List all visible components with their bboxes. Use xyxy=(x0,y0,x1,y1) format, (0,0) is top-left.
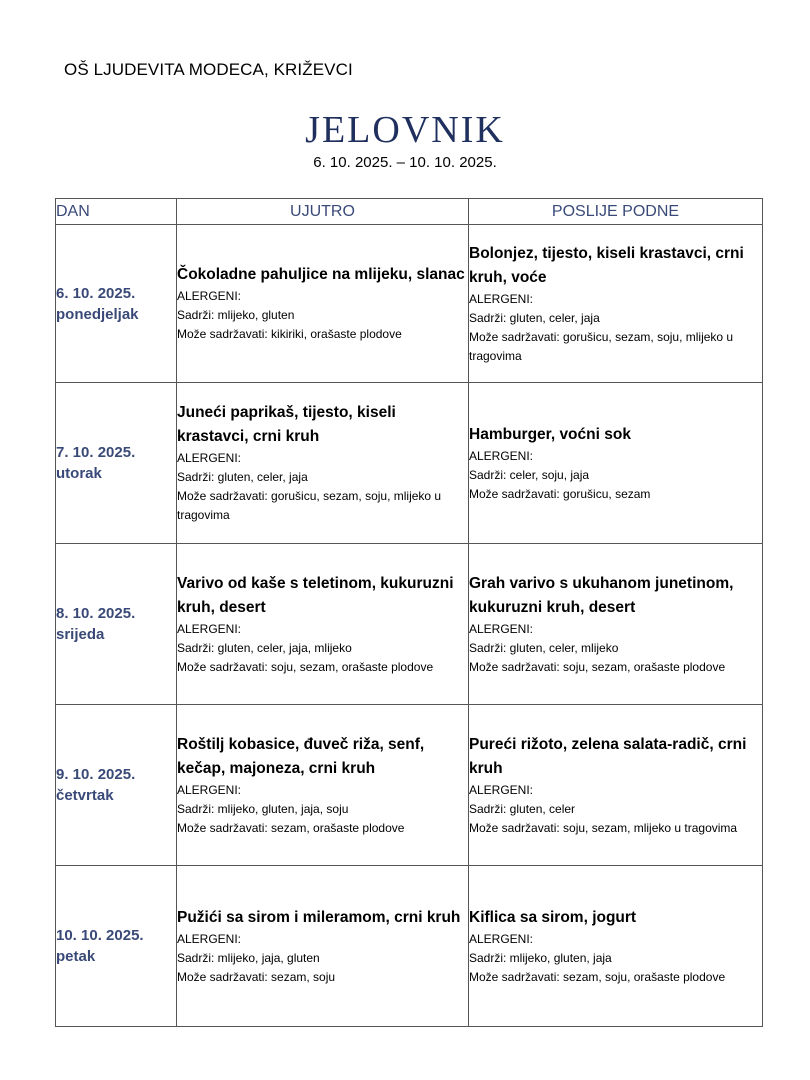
day-date: 10. 10. 2025. xyxy=(56,927,144,944)
day-name: utorak xyxy=(56,465,102,482)
dish-name: Pužići sa sirom i mileramom, crni kruh xyxy=(177,908,461,926)
allergens-may-contain: Može sadržavati: soju, sezam, orašaste plodove xyxy=(469,659,726,674)
allergens-contains: Sadrži: mlijeko, gluten, jaja xyxy=(469,950,612,965)
week-dates: 6. 10. 2025. – 10. 10. 2025. xyxy=(313,154,497,171)
morning-meal-cell xyxy=(177,705,469,866)
dish-name: Varivo od kaše s teletinom, kukuruzni kruh, desert xyxy=(177,574,454,616)
morning-meal-cell xyxy=(177,544,469,705)
column-header-afternoon: POSLIJE PODNE xyxy=(469,199,763,225)
day-name: petak xyxy=(56,948,96,965)
allergens-contains: Sadrži: gluten, celer, jaja xyxy=(177,470,308,484)
allergens-label: ALERGENI: xyxy=(469,621,534,636)
table-row xyxy=(56,225,763,383)
allergens-contains: Sadrži: gluten, celer, jaja xyxy=(469,310,600,325)
allergens-contains: Sadrži: mlijeko, gluten, jaja, soju xyxy=(177,801,349,816)
day-date: 9. 10. 2025. xyxy=(56,766,136,783)
allergens-label: ALERGENI: xyxy=(177,289,242,303)
allergens-label: ALERGENI: xyxy=(177,451,242,465)
afternoon-meal-cell xyxy=(469,866,763,1027)
table-row xyxy=(56,866,763,1027)
day-date: 8. 10. 2025. xyxy=(56,605,136,622)
table-row xyxy=(56,544,763,705)
day-cell xyxy=(56,225,177,383)
dish-name: Pureći rižoto, zelena salata-radič, crni kruh xyxy=(469,735,747,777)
dish-name: Roštilj kobasice, đuveč riža, senf, kečap, majoneza, crni kruh xyxy=(177,735,425,777)
allergens-may-contain: Može sadržavati: gorušicu, sezam, soju, mlijeko u tragovima xyxy=(177,489,442,522)
allergens-may-contain: Može sadržavati: soju, sezam, mlijeko u tragovima xyxy=(469,820,738,835)
allergens-may-contain: Može sadržavati: gorušicu, sezam, soju, mlijeko u tragovima xyxy=(469,329,734,363)
morning-meal-cell xyxy=(177,866,469,1027)
allergens-contains: Sadrži: celer, soju, jaja xyxy=(469,467,590,482)
day-name: srijeda xyxy=(56,626,105,643)
dish-name: Juneći paprikaš, tijesto, kiseli krastavci, crni kruh xyxy=(177,404,396,445)
allergens-label: ALERGENI: xyxy=(469,931,534,946)
afternoon-meal-cell xyxy=(469,705,763,866)
table-row xyxy=(56,705,763,866)
allergens-label: ALERGENI: xyxy=(469,782,534,797)
allergens-contains: Sadrži: gluten, celer, mlijeko xyxy=(469,640,619,655)
allergens-may-contain: Može sadržavati: gorušicu, sezam xyxy=(469,486,651,501)
allergens-label: ALERGENI: xyxy=(469,291,534,306)
day-date: 6. 10. 2025. xyxy=(56,284,136,302)
column-header-day: DAN xyxy=(56,199,177,225)
allergens-label: ALERGENI: xyxy=(177,782,242,797)
morning-meal-cell xyxy=(177,225,469,383)
allergens-may-contain: Može sadržavati: soju, sezam, orašaste plodove xyxy=(177,659,434,674)
day-cell xyxy=(56,705,177,866)
allergens-contains: Sadrži: mlijeko, gluten xyxy=(177,308,295,322)
allergens-may-contain: Može sadržavati: kikiriki, orašaste plodove xyxy=(177,327,402,341)
dish-name: Kiflica sa sirom, jogurt xyxy=(469,908,637,926)
dish-name: Čokoladne pahuljice na mlijeku, slanac xyxy=(177,266,465,283)
allergens-may-contain: Može sadržavati: sezam, soju xyxy=(177,969,336,984)
allergens-label: ALERGENI: xyxy=(177,931,242,946)
day-date: 7. 10. 2025. xyxy=(56,444,136,461)
dish-name: Hamburger, voćni sok xyxy=(469,425,631,443)
day-name: ponedjeljak xyxy=(56,305,139,323)
table-header-row xyxy=(56,199,763,225)
column-header-morning: UJUTRO xyxy=(177,199,469,225)
allergens-contains: Sadrži: gluten, celer xyxy=(469,801,576,816)
menu-table xyxy=(55,198,763,1027)
dish-name: Bolonjez, tijesto, kiseli krastavci, crni kruh, voće xyxy=(469,244,744,286)
allergens-label: ALERGENI: xyxy=(469,448,534,463)
allergens-label: ALERGENI: xyxy=(177,621,242,636)
day-name: četvrtak xyxy=(56,787,114,804)
page-title: JELOVNIK xyxy=(305,109,505,151)
day-cell xyxy=(56,544,177,705)
afternoon-meal-cell xyxy=(469,225,763,383)
allergens-may-contain: Može sadržavati: sezam, soju, orašaste plodove xyxy=(469,969,726,984)
day-cell xyxy=(56,866,177,1027)
school-name: OŠ LJUDEVITA MODECA, KRIŽEVCI xyxy=(64,60,353,79)
day-cell xyxy=(56,383,177,544)
morning-meal-cell xyxy=(177,383,469,544)
allergens-may-contain: Može sadržavati: sezam, orašaste plodove xyxy=(177,820,405,835)
allergens-contains: Sadrži: gluten, celer, jaja, mlijeko xyxy=(177,640,352,655)
afternoon-meal-cell xyxy=(469,383,763,544)
allergens-contains: Sadrži: mlijeko, jaja, gluten xyxy=(177,950,320,965)
afternoon-meal-cell xyxy=(469,544,763,705)
table-row xyxy=(56,383,763,544)
dish-name: Grah varivo s ukuhanom junetinom, kukuruzni kruh, desert xyxy=(469,574,734,616)
